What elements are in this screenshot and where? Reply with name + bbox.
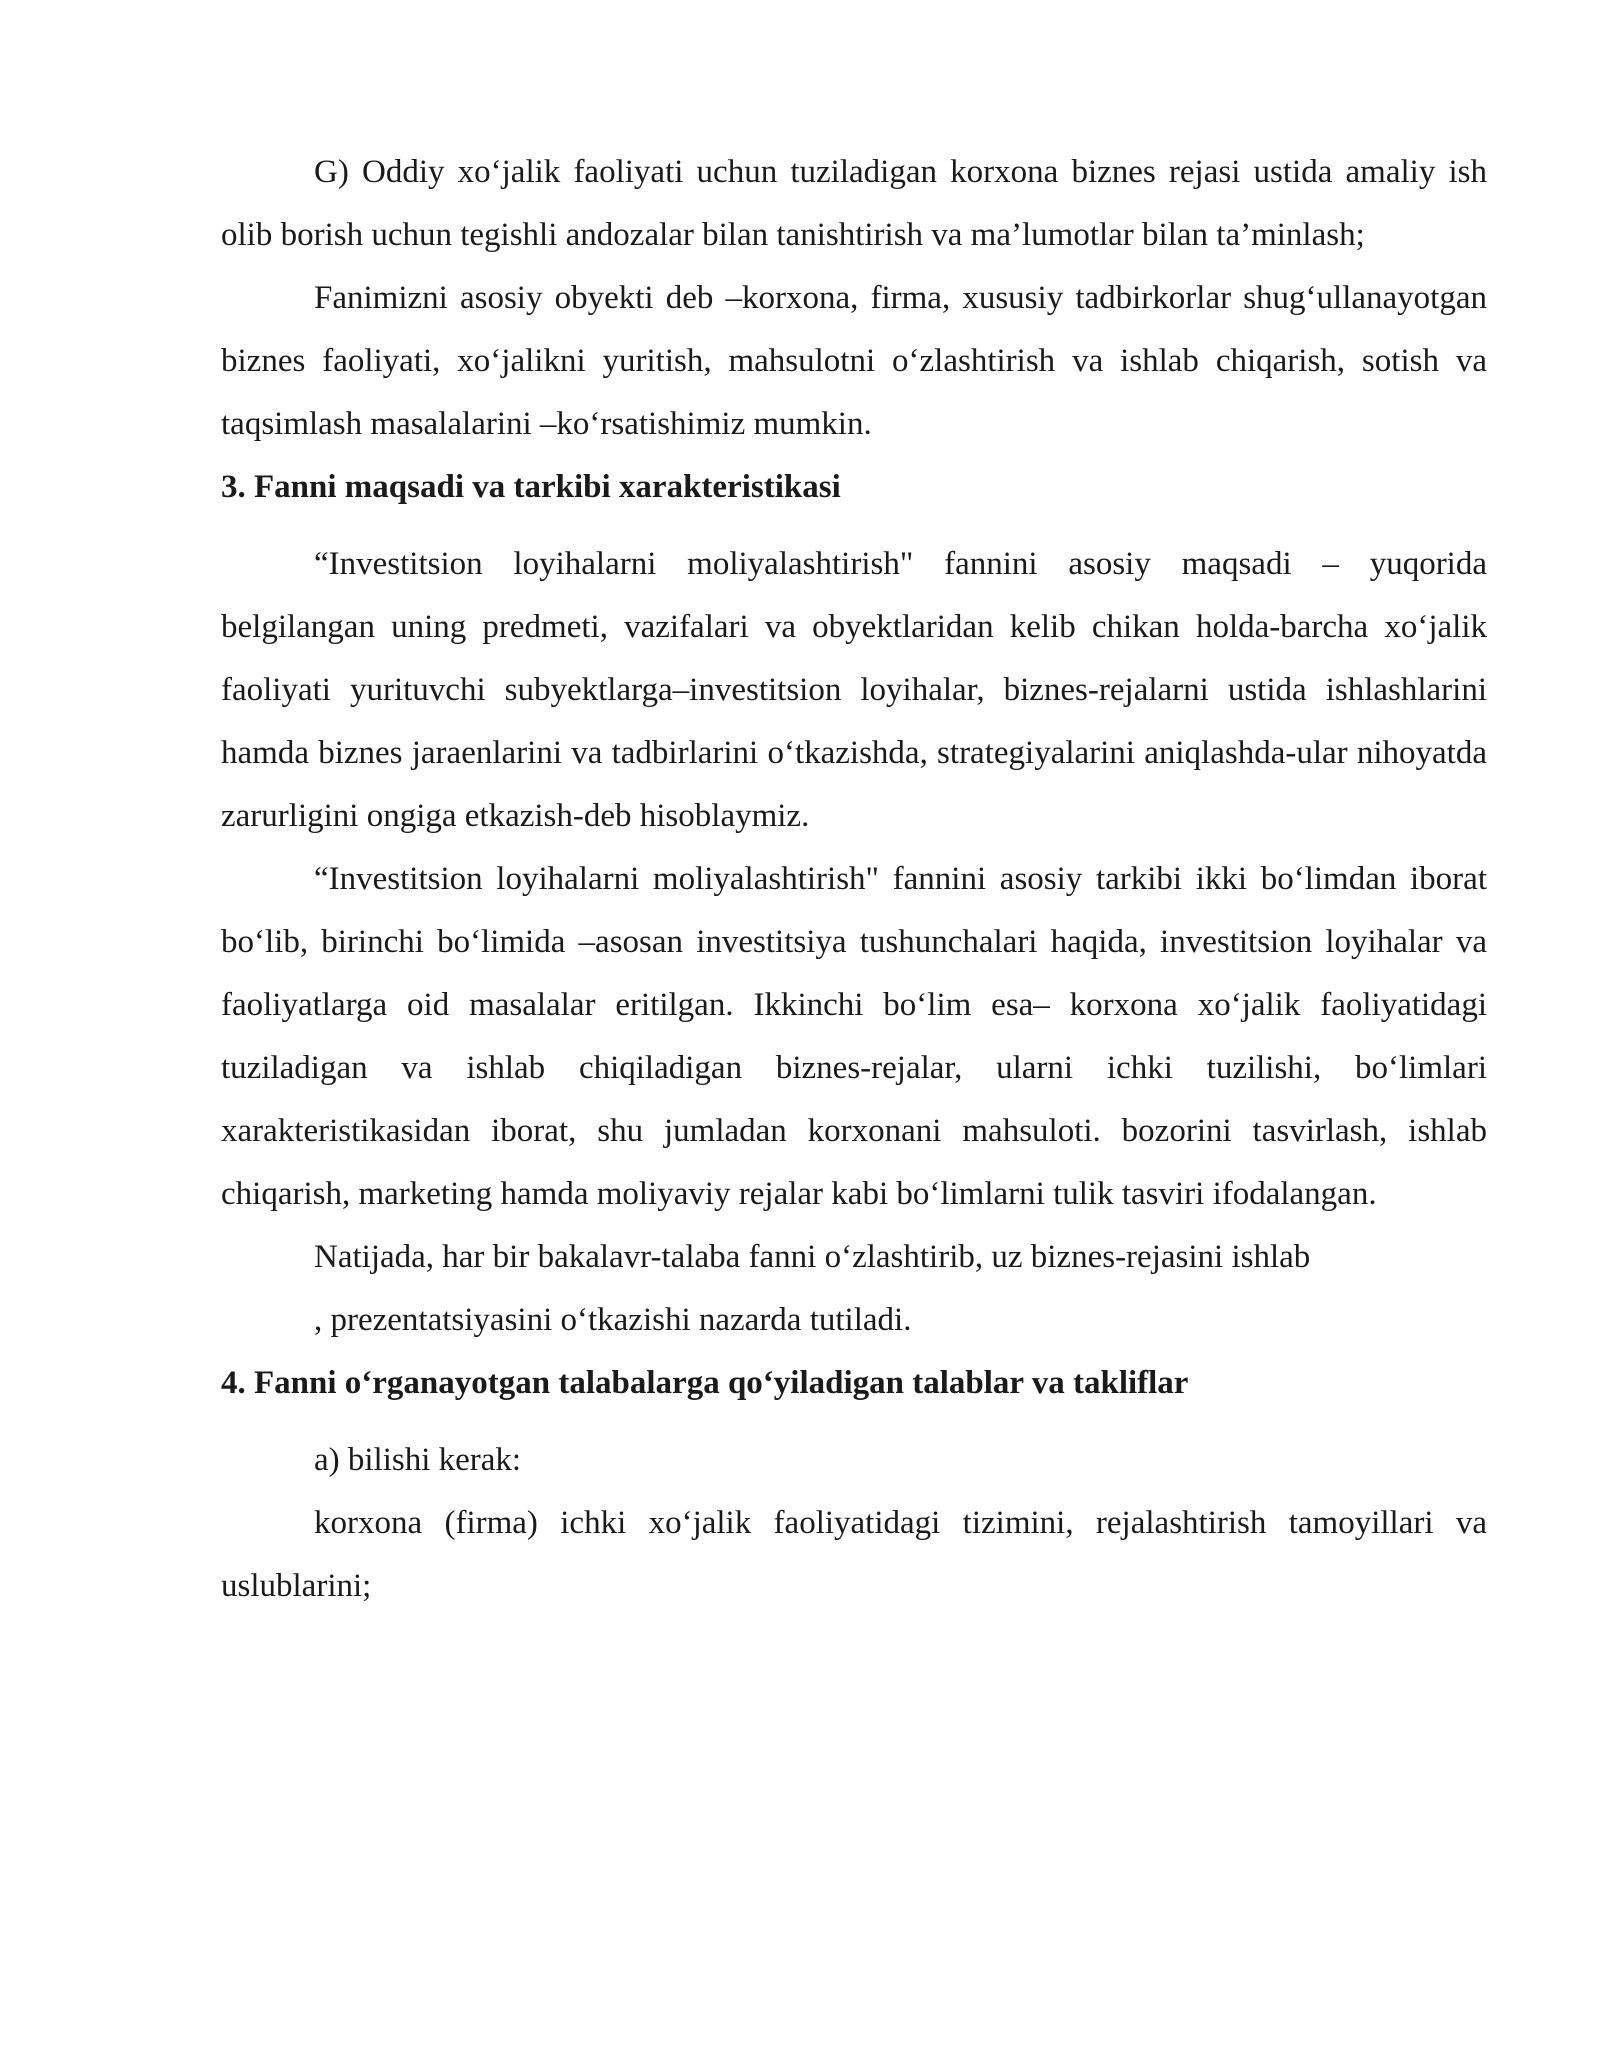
section-4-paragraph: korxona (firma) ichki xo‘jalik faoliyatidagi tizimini, rejalashtirish tamoyillari va uslublarini;	[221, 1505, 1487, 1604]
section-3-paragraph-goal: “Investitsion loyihalarni moliyalashtirish" fannini asosiy maqsadi – yuqorida belgilangan uning predmeti, vazifalari va obyektlaridan kelib chikan holda-barcha xo‘jalik faoliyati yurituvchi subyektlarga–investitsion loyihalar, biznes-rejalarni ustida ishlashlarini hamda biznes jaraenlarini va tadbirlarini o‘tkazishda, strategiyalarini aniqlashda-ular nihoyatda zarurligini ongiga etkazish-deb hisoblaymiz.	[221, 546, 1487, 834]
result-line-2: , prezentatsiyasini o‘tkazishi nazarda tutiladi.	[314, 1302, 912, 1338]
section-3-paragraph-structure: “Investitsion loyihalarni moliyalashtirish" fannini asosiy tarkibi ikki bo‘limdan iborat bo‘lib, birinchi bo‘limida –asosan investitsiya tushunchalari haqida, investitsion loyihalar va faoliyatlarga oid masalalar eritilgan. Ikkinchi bo‘lim esa– korxona xo‘jalik faoliyatidagi tuziladigan va ishlab chiqiladigan biznes-rejalar, ularni ichki tuzilishi, bo‘limlari xarakteristikasidan iborat, shu jumladan korxonani mahsuloti. bozorini tasvirlash, ishlab chiqarish, marketing hamda moliyaviy rejalar kabi bo‘limlarni tulik tasviri ifodalangan.	[221, 861, 1487, 1212]
result-line-1: Natijada, har bir bakalavr-talaba fanni o‘zlashtirib, uz biznes-rejasini ishlab	[314, 1239, 1311, 1275]
document-page	[221, 141, 1487, 1618]
section-3-heading: 3. Fanni maqsadi va tarkibi xarakteristikasi	[221, 469, 841, 505]
paragraph-object: Fanimizni asosiy obyekti deb –korxona, firma, xususiy tadbirkorlar shug‘ullanayotgan biznes faoliyati, xo‘jalikni yuritish, mahsulotni o‘zlashtirish va ishlab chiqarish, sotish va taqsimlash masalalarini –ko‘rsatishimiz mumkin.	[221, 280, 1487, 442]
section-3-result	[221, 1226, 1487, 1352]
section-4-heading: 4. Fanni o‘rganayotgan talabalarga qo‘yiladigan talablar va takliflar	[221, 1365, 1189, 1401]
section-4-subheading: a) bilishi kerak:	[314, 1442, 522, 1478]
paragraph-g-item: G) Oddiy xo‘jalik faoliyati uchun tuziladigan korxona biznes rejasi ustida amaliy ish olib borish uchun tegishli andozalar bilan tanishtirish va ma’lumotlar bilan ta’minlash;	[221, 154, 1487, 253]
